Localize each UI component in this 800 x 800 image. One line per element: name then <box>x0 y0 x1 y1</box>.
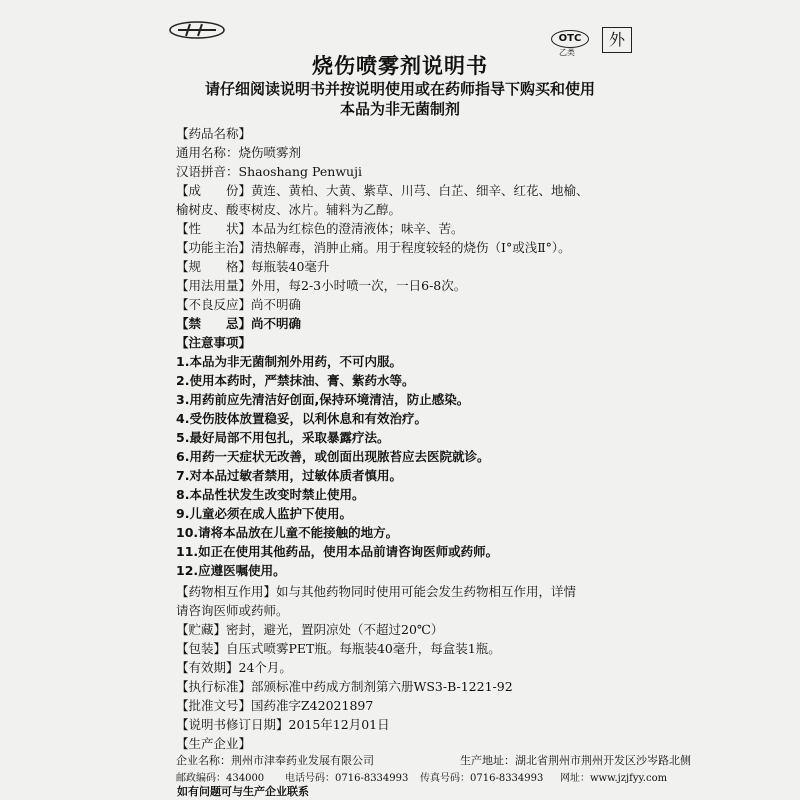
precaution-item: 4.受伤肢体放置稳妥，以利休息和有效治疗。 <box>176 411 427 426</box>
section-manufacturer: 【生产企业】 <box>176 736 252 751</box>
website: 网址：www.jzjfyy.com <box>560 773 668 784</box>
fax: 传真号码：0716-8334993 <box>420 773 544 784</box>
precaution-item: 9.儿童必须在成人监护下使用。 <box>176 506 352 521</box>
section-drug-name: 【药品名称】 <box>176 126 252 141</box>
precaution-item: 1.本品为非无菌制剂外用药，不可内服。 <box>176 354 402 369</box>
footer-contact: 如有问题可与生产企业联系 <box>177 785 309 798</box>
approval-number: 【批准文号】国药准字Z42021897 <box>176 698 374 713</box>
precaution-item: 6.用药一天症状无改善，或创面出现脓苔应去医院就诊。 <box>176 449 490 464</box>
precaution-item: 12.应遵医嘱使用。 <box>176 563 286 578</box>
interactions-line: 【药物相互作用】如与其他药物同时使用可能会发生药物相互作用，详情 <box>176 584 577 599</box>
otc-class-label: 乙类 <box>559 48 575 57</box>
company-logo-icon <box>168 20 226 40</box>
specification: 【规 格】每瓶装40毫升 <box>176 259 330 274</box>
precaution-item: 7.对本品过敏者禁用，过敏体质者慎用。 <box>176 468 402 483</box>
adverse-reactions: 【不良反应】尚不明确 <box>176 297 302 312</box>
standard: 【执行标准】部颁标准中药成方制剂第六册WS3-B-1221-92 <box>176 679 513 694</box>
manufacturer-name: 企业名称：荆州市津奉药业发展有限公司 <box>176 754 374 767</box>
non-sterile-notice: 本品为非无菌制剂 <box>339 100 460 118</box>
package: 【包装】自压式喷雾PET瓶。每瓶装40毫升，每盒装1瓶。 <box>176 641 501 656</box>
otc-badge: OTC <box>551 30 589 48</box>
document-title: 烧伤喷雾剂说明书 <box>312 54 488 78</box>
precaution-item: 8.本品性状发生改变时禁止使用。 <box>176 487 365 502</box>
precaution-item: 10.请将本品放在儿童不能接触的地方。 <box>176 525 399 540</box>
external-use-mark: 外 <box>602 27 632 53</box>
section-precautions: 【注意事项】 <box>176 335 252 350</box>
precaution-item: 11.如正在使用其他药品，使用本品前请咨询医师或药师。 <box>176 544 499 559</box>
storage: 【贮藏】密封，避光，置阴凉处（不超过20℃） <box>176 622 444 637</box>
ingredients-line: 榆树皮、酸枣树皮、冰片。辅料为乙醇。 <box>176 202 402 217</box>
precaution-item: 5.最好局部不用包扎，采取暴露疗法。 <box>176 430 390 445</box>
read-notice: 请仔细阅读说明书并按说明使用或在药师指导下购买和使用 <box>204 80 595 98</box>
pinyin-name: 汉语拼音：Shaoshang Penwuji <box>176 164 362 179</box>
precaution-item: 2.使用本药时，严禁抹油、膏、紫药水等。 <box>176 373 415 388</box>
phone: 电话号码：0716-8334993 <box>285 773 409 784</box>
postcode: 邮政编码：434000 <box>176 773 265 784</box>
validity: 【有效期】24个月。 <box>176 660 292 675</box>
indications: 【功能主治】清热解毒，消肿止痛。用于程度较轻的烧伤（Ⅰ°或浅Ⅱ°）。 <box>176 240 571 255</box>
dosage: 【用法用量】外用，每2-3小时喷一次，一日6-8次。 <box>176 278 467 293</box>
contraindications: 【禁 忌】尚不明确 <box>176 316 302 331</box>
precaution-item: 3.用药前应先清洁好创面,保持环境清洁，防止感染。 <box>176 392 470 407</box>
revision-date: 【说明书修订日期】2015年12月01日 <box>176 717 390 732</box>
manufacturer-address: 生产地址：湖北省荆州市荆州开发区沙岑路北侧 <box>460 754 691 767</box>
description: 【性 状】本品为红棕色的澄清液体；味辛、苦。 <box>176 221 464 236</box>
ingredients-line: 【成 份】黄连、黄柏、大黄、紫草、川芎、白芷、细辛、红花、地榆、 <box>176 183 589 198</box>
generic-name: 通用名称：烧伤喷雾剂 <box>176 145 302 160</box>
interactions-line: 请咨询医师或药师。 <box>176 603 289 618</box>
